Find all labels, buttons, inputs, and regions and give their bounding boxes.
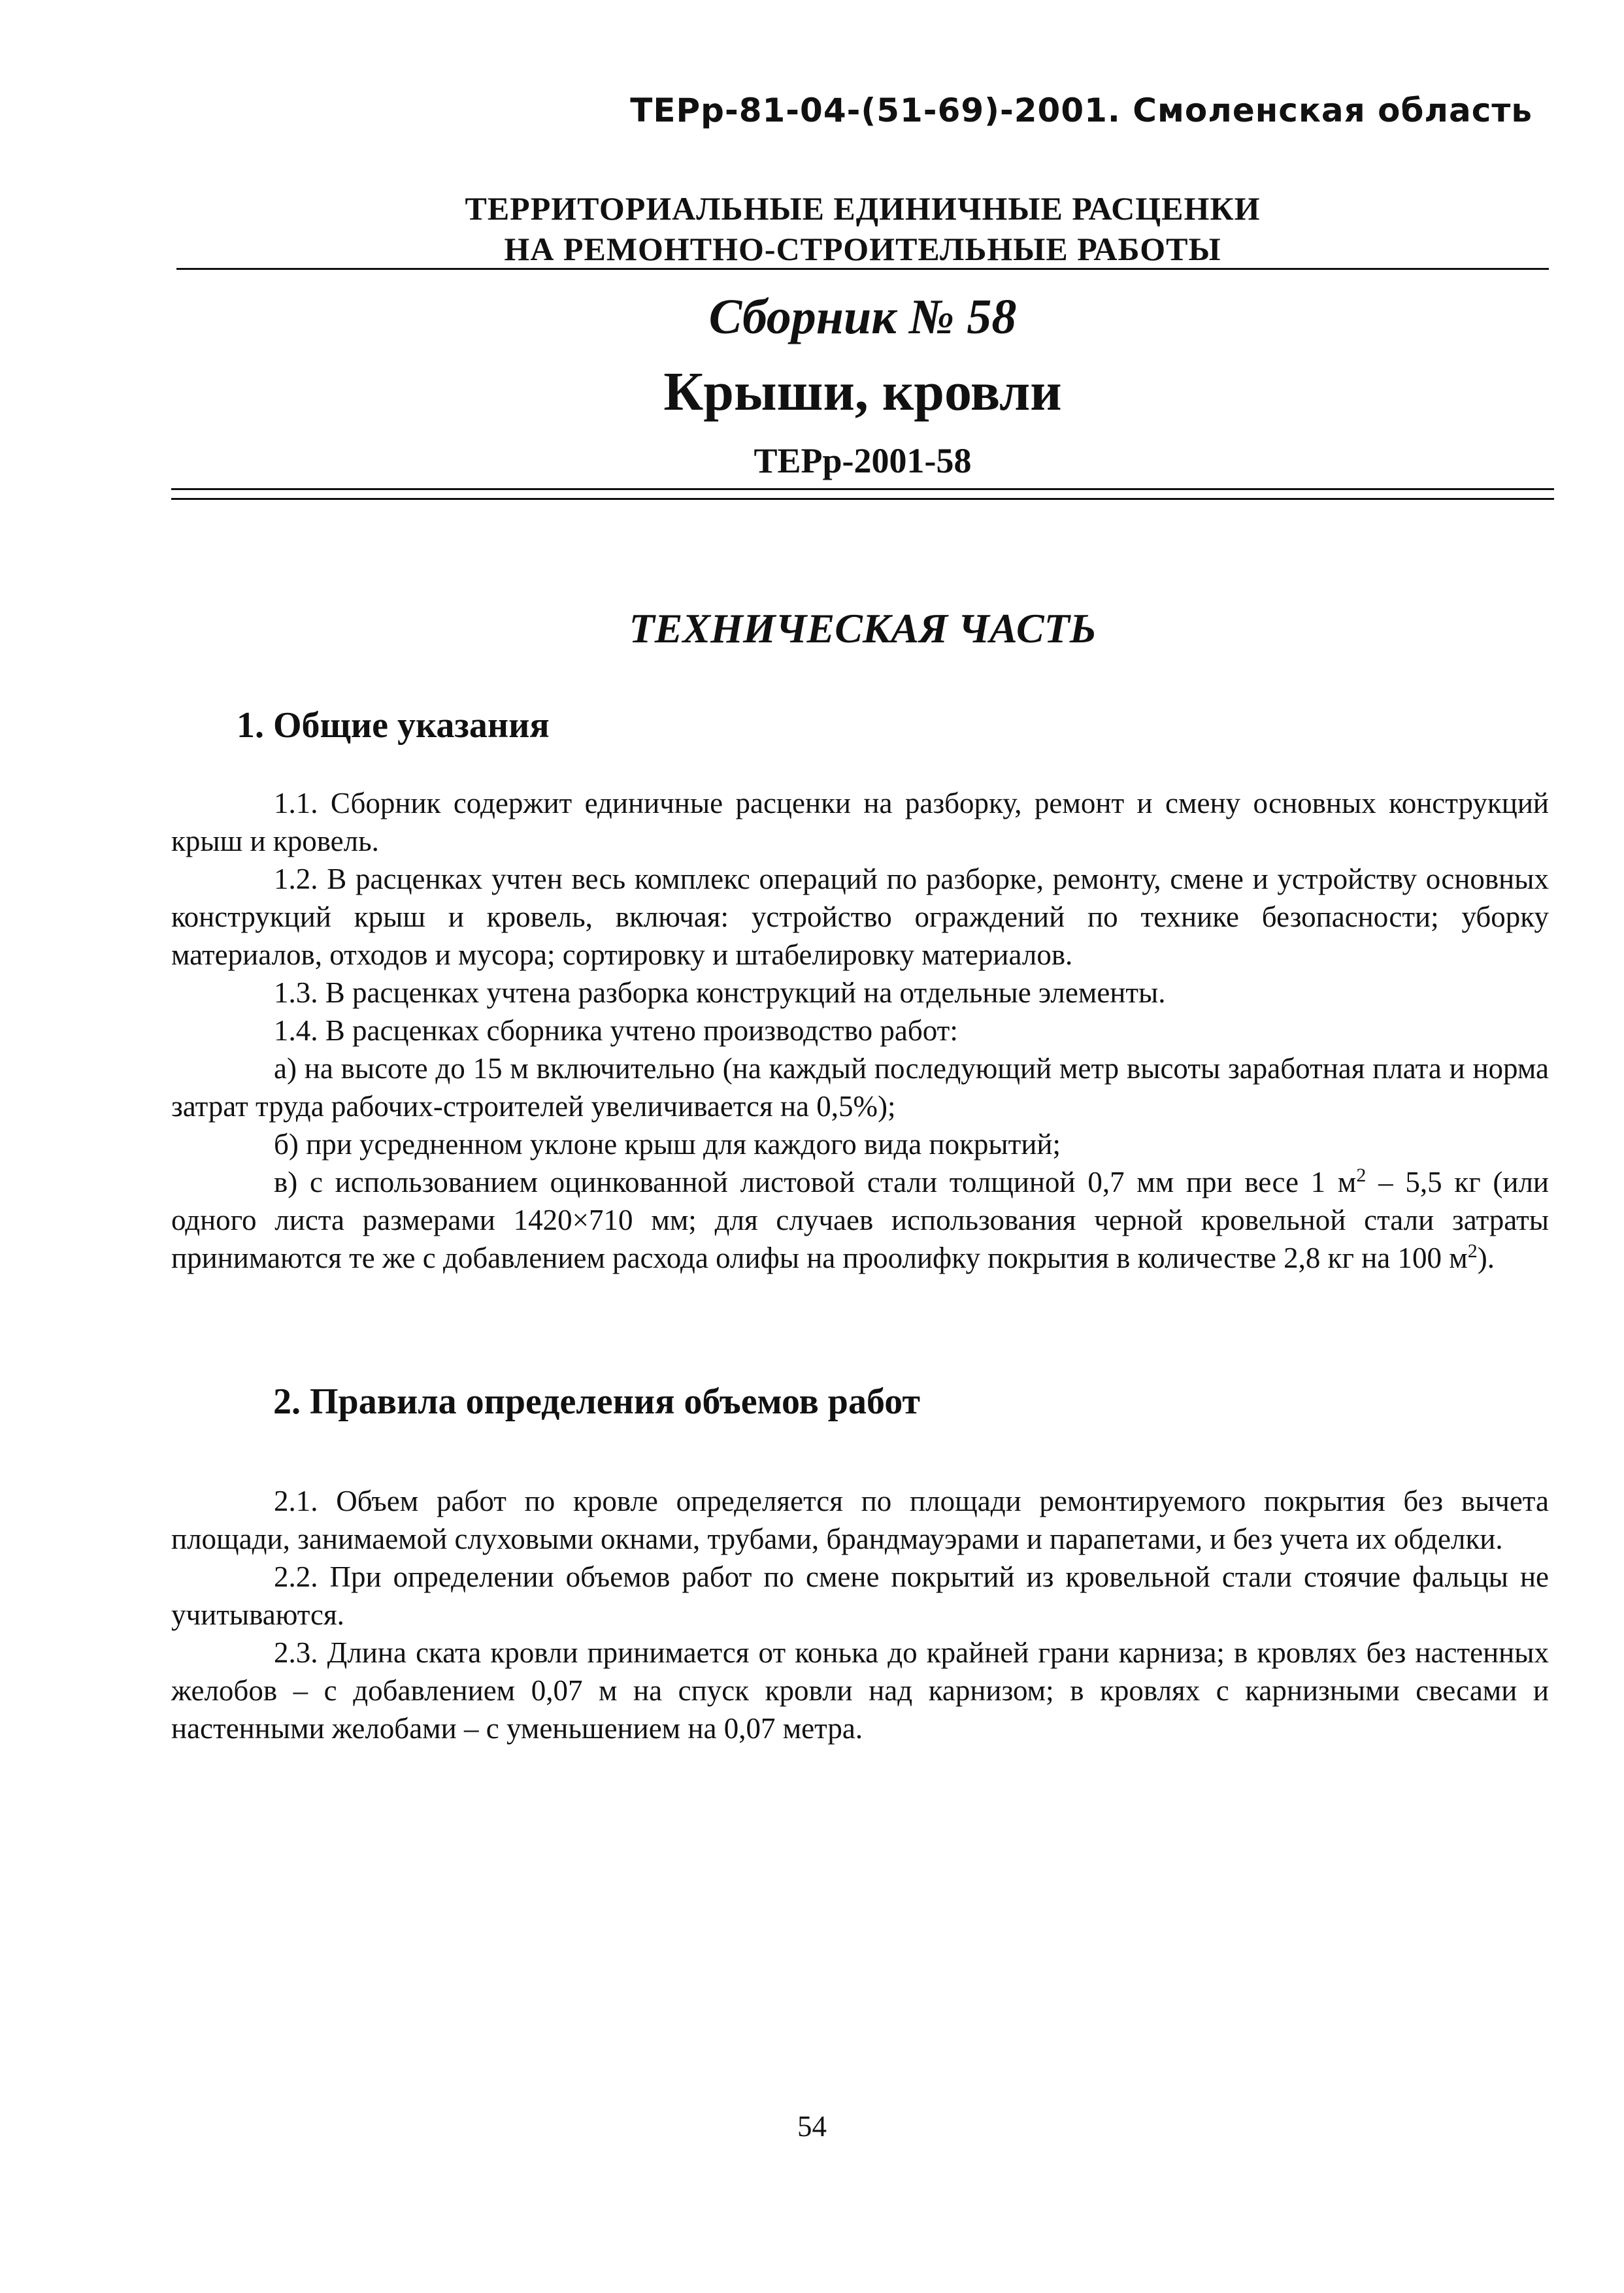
- title-line-1: ТЕРРИТОРИАЛЬНЫЕ ЕДИНИЧНЫЕ РАСЦЕНКИ: [465, 190, 1261, 227]
- superscript-square-1: 2: [1356, 1164, 1367, 1186]
- document-code: ТЕРр-2001-58: [754, 441, 972, 480]
- paragraph-1-1: 1.1. Сборник содержит единичные расценки на разборку, ремонт и смену основных конструкций крыш и кровель.: [171, 787, 1549, 857]
- paragraph-1-4-v-text-2: – 5,5 кг (или одного листа размерами 1420×710 мм; для случаев использования черной кровельной стали затраты принимаются те же с добавлением расхода олифы на проолифку покрытия в количестве 2,8 кг на 100 м: [171, 1166, 1549, 1274]
- running-header: ТЕРр-81-04-(51-69)-2001. Смоленская область: [630, 91, 1533, 129]
- paragraph-1-4-v-text-1: в) с использованием оцинкованной листовой стали толщиной 0,7 мм при весе 1 м: [274, 1166, 1357, 1198]
- collection-number: Сборник № 58: [708, 289, 1017, 344]
- section-1-heading: 1. Общие указания: [237, 705, 550, 746]
- document-title-block: [176, 188, 1549, 269]
- part-heading: ТЕХНИЧЕСКАЯ ЧАСТЬ: [629, 605, 1097, 652]
- paragraph-2-3: 2.3. Длина ската кровли принимается от конька до крайней грани карниза; в кровлях без настенных желобов – с добавлением 0,07 м на спуск кровли над карнизом; в кровлях с карнизными свесами и настенными желобами – с уменьшением на 0,07 метра.: [171, 1636, 1549, 1745]
- section-2-body: [171, 1482, 1549, 1747]
- paragraph-1-4: 1.4. В расценках сборника учтено производство работ:: [274, 1014, 958, 1047]
- paragraph-2-1: 2.1. Объем работ по кровле определяется по площади ремонтируемого покрытия без вычета площади, занимаемой слуховыми окнами, трубами, брандмауэрами и парапетами, и без учета их обделки.: [171, 1485, 1549, 1555]
- superscript-square-2: 2: [1467, 1240, 1478, 1262]
- paragraph-2-2: 2.2. При определении объемов работ по смене покрытий из кровельной стали стоячие фальцы не учитываются.: [171, 1560, 1549, 1631]
- paragraph-1-4-b: б) при усредненном уклоне крыш для каждого вида покрытий;: [274, 1128, 1061, 1161]
- section-1-body: [171, 784, 1549, 1277]
- page-number: 54: [797, 2110, 827, 2143]
- collection-title: Крыши, кровли: [663, 361, 1062, 422]
- paragraph-1-4-v-text-3: ).: [1477, 1242, 1495, 1274]
- paragraph-1-4-v: [171, 1163, 1549, 1277]
- paragraph-1-2: 1.2. В расценках учтен весь комплекс операций по разборке, ремонту, смене и устройству основных конструкций крыш и кровель, включая: устройство ограждений по технике безопасности; уборку материалов, отходов и мусора; сортировку и штабелировку материалов.: [171, 863, 1549, 971]
- header-double-rule: [171, 488, 1554, 500]
- title-line-2: НА РЕМОНТНО-СТРОИТЕЛЬНЫЕ РАБОТЫ: [504, 231, 1221, 267]
- paragraph-1-4-a: а) на высоте до 15 м включительно (на каждый последующий метр высоты заработная плата и норма затрат труда рабочих-строителей увеличивается на 0,5%);: [171, 1052, 1549, 1123]
- title-underline: [176, 268, 1549, 270]
- paragraph-1-3: 1.3. В расценках учтена разборка конструкций на отдельные элементы.: [274, 976, 1166, 1009]
- section-2-heading: 2. Правила определения объемов работ: [273, 1381, 920, 1422]
